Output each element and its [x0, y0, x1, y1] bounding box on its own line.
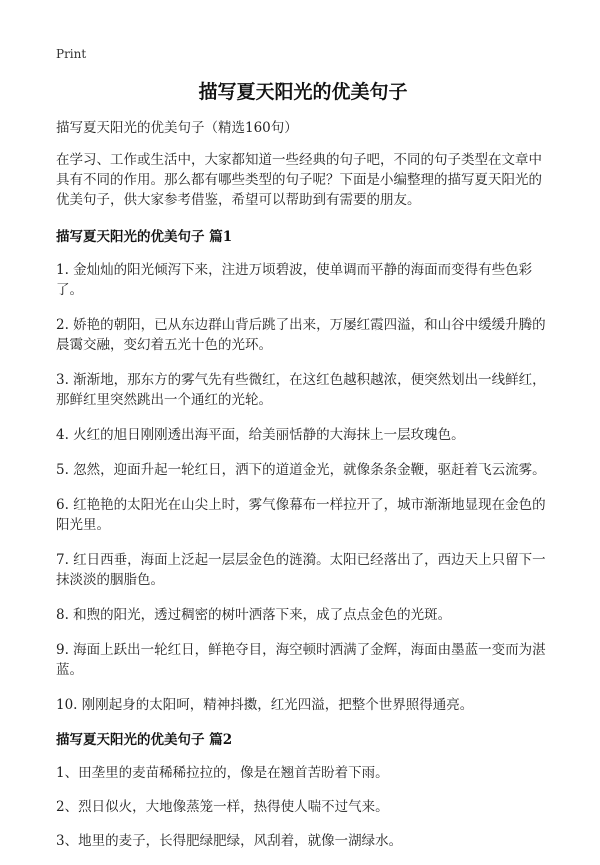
section-heading: 描写夏天阳光的优美句子 篇1 [56, 229, 233, 245]
section-2 [56, 730, 550, 851]
list-item: 7. 红日西垂，海面上泛起一层层金色的涟漪。太阳已经落出了，西边天上只留下一抹淡淡的胭脂色。 [56, 552, 546, 588]
list-item: 8. 和煦的阳光，透过稠密的树叶洒落下来，成了点点金色的光斑。 [56, 607, 452, 623]
intro-paragraph: 在学习、工作或生活中，大家都知道一些经典的句子吧，不同的句子类型在文章中具有不同的作用。那么都有哪些类型的句子呢？下面是小编整理的描写夏天阳光的优美句子，供大家参考借鉴，希望可以帮助到有需要的朋友。 [56, 152, 542, 208]
list-item: 2. 娇艳的朝阳，已从东边群山背后跳了出来，万屡红霞四溢，和山谷中缓缓升腾的晨霭交融，变幻着五光十色的光环。 [56, 317, 546, 353]
list-item: 5. 忽然，迎面升起一轮红日，洒下的道道金光，就像条条金鞭，驱赶着飞云流雾。 [56, 462, 546, 478]
section-heading: 描写夏天阳光的优美句子 篇2 [56, 732, 233, 748]
list-item: 3、地里的麦子，长得肥绿肥绿，风刮着，就像一湖绿水。 [56, 833, 403, 849]
document-body [56, 118, 550, 865]
list-item: 10. 刚刚起身的太阳呵，精神抖擞，红光四溢，把整个世界照得通亮。 [56, 697, 474, 713]
list-item: 3. 渐渐地，那东方的雾气先有些微红，在这红色越积越浓，便突然划出一线鲜红，那鲜红里突然跳出一个通红的光轮。 [56, 372, 546, 408]
list-item: 1、田垄里的麦苗稀稀拉拉的，像是在翘首苦盼着下雨。 [56, 765, 389, 781]
list-item: 4. 火红的旭日刚刚透出海平面，给美丽恬静的大海抹上一层玫瑰色。 [56, 427, 465, 443]
list-item: 2、烈日似火，大地像蒸笼一样，热得使人喘不过气来。 [56, 799, 389, 815]
list-item: 9. 海面上跃出一轮红日，鲜艳夺目，海空顿时洒满了金辉，海面由墨蓝一变而为湛蓝。 [56, 642, 546, 678]
page-title: 描写夏天阳光的优美句子 [198, 81, 408, 103]
document-subtitle: 描写夏天阳光的优美句子（精选160句） [56, 120, 298, 136]
print-label[interactable]: Print [56, 47, 87, 61]
list-item: 6. 红艳艳的太阳光在山尖上时，雾气像幕布一样拉开了，城市渐渐地显现在金色的阳光里。 [56, 497, 546, 533]
section-1 [56, 227, 550, 715]
list-item: 1. 金灿灿的阳光倾泻下来，注进万顷碧波，使单调而平静的海面而变得有些色彩了。 [56, 262, 533, 298]
